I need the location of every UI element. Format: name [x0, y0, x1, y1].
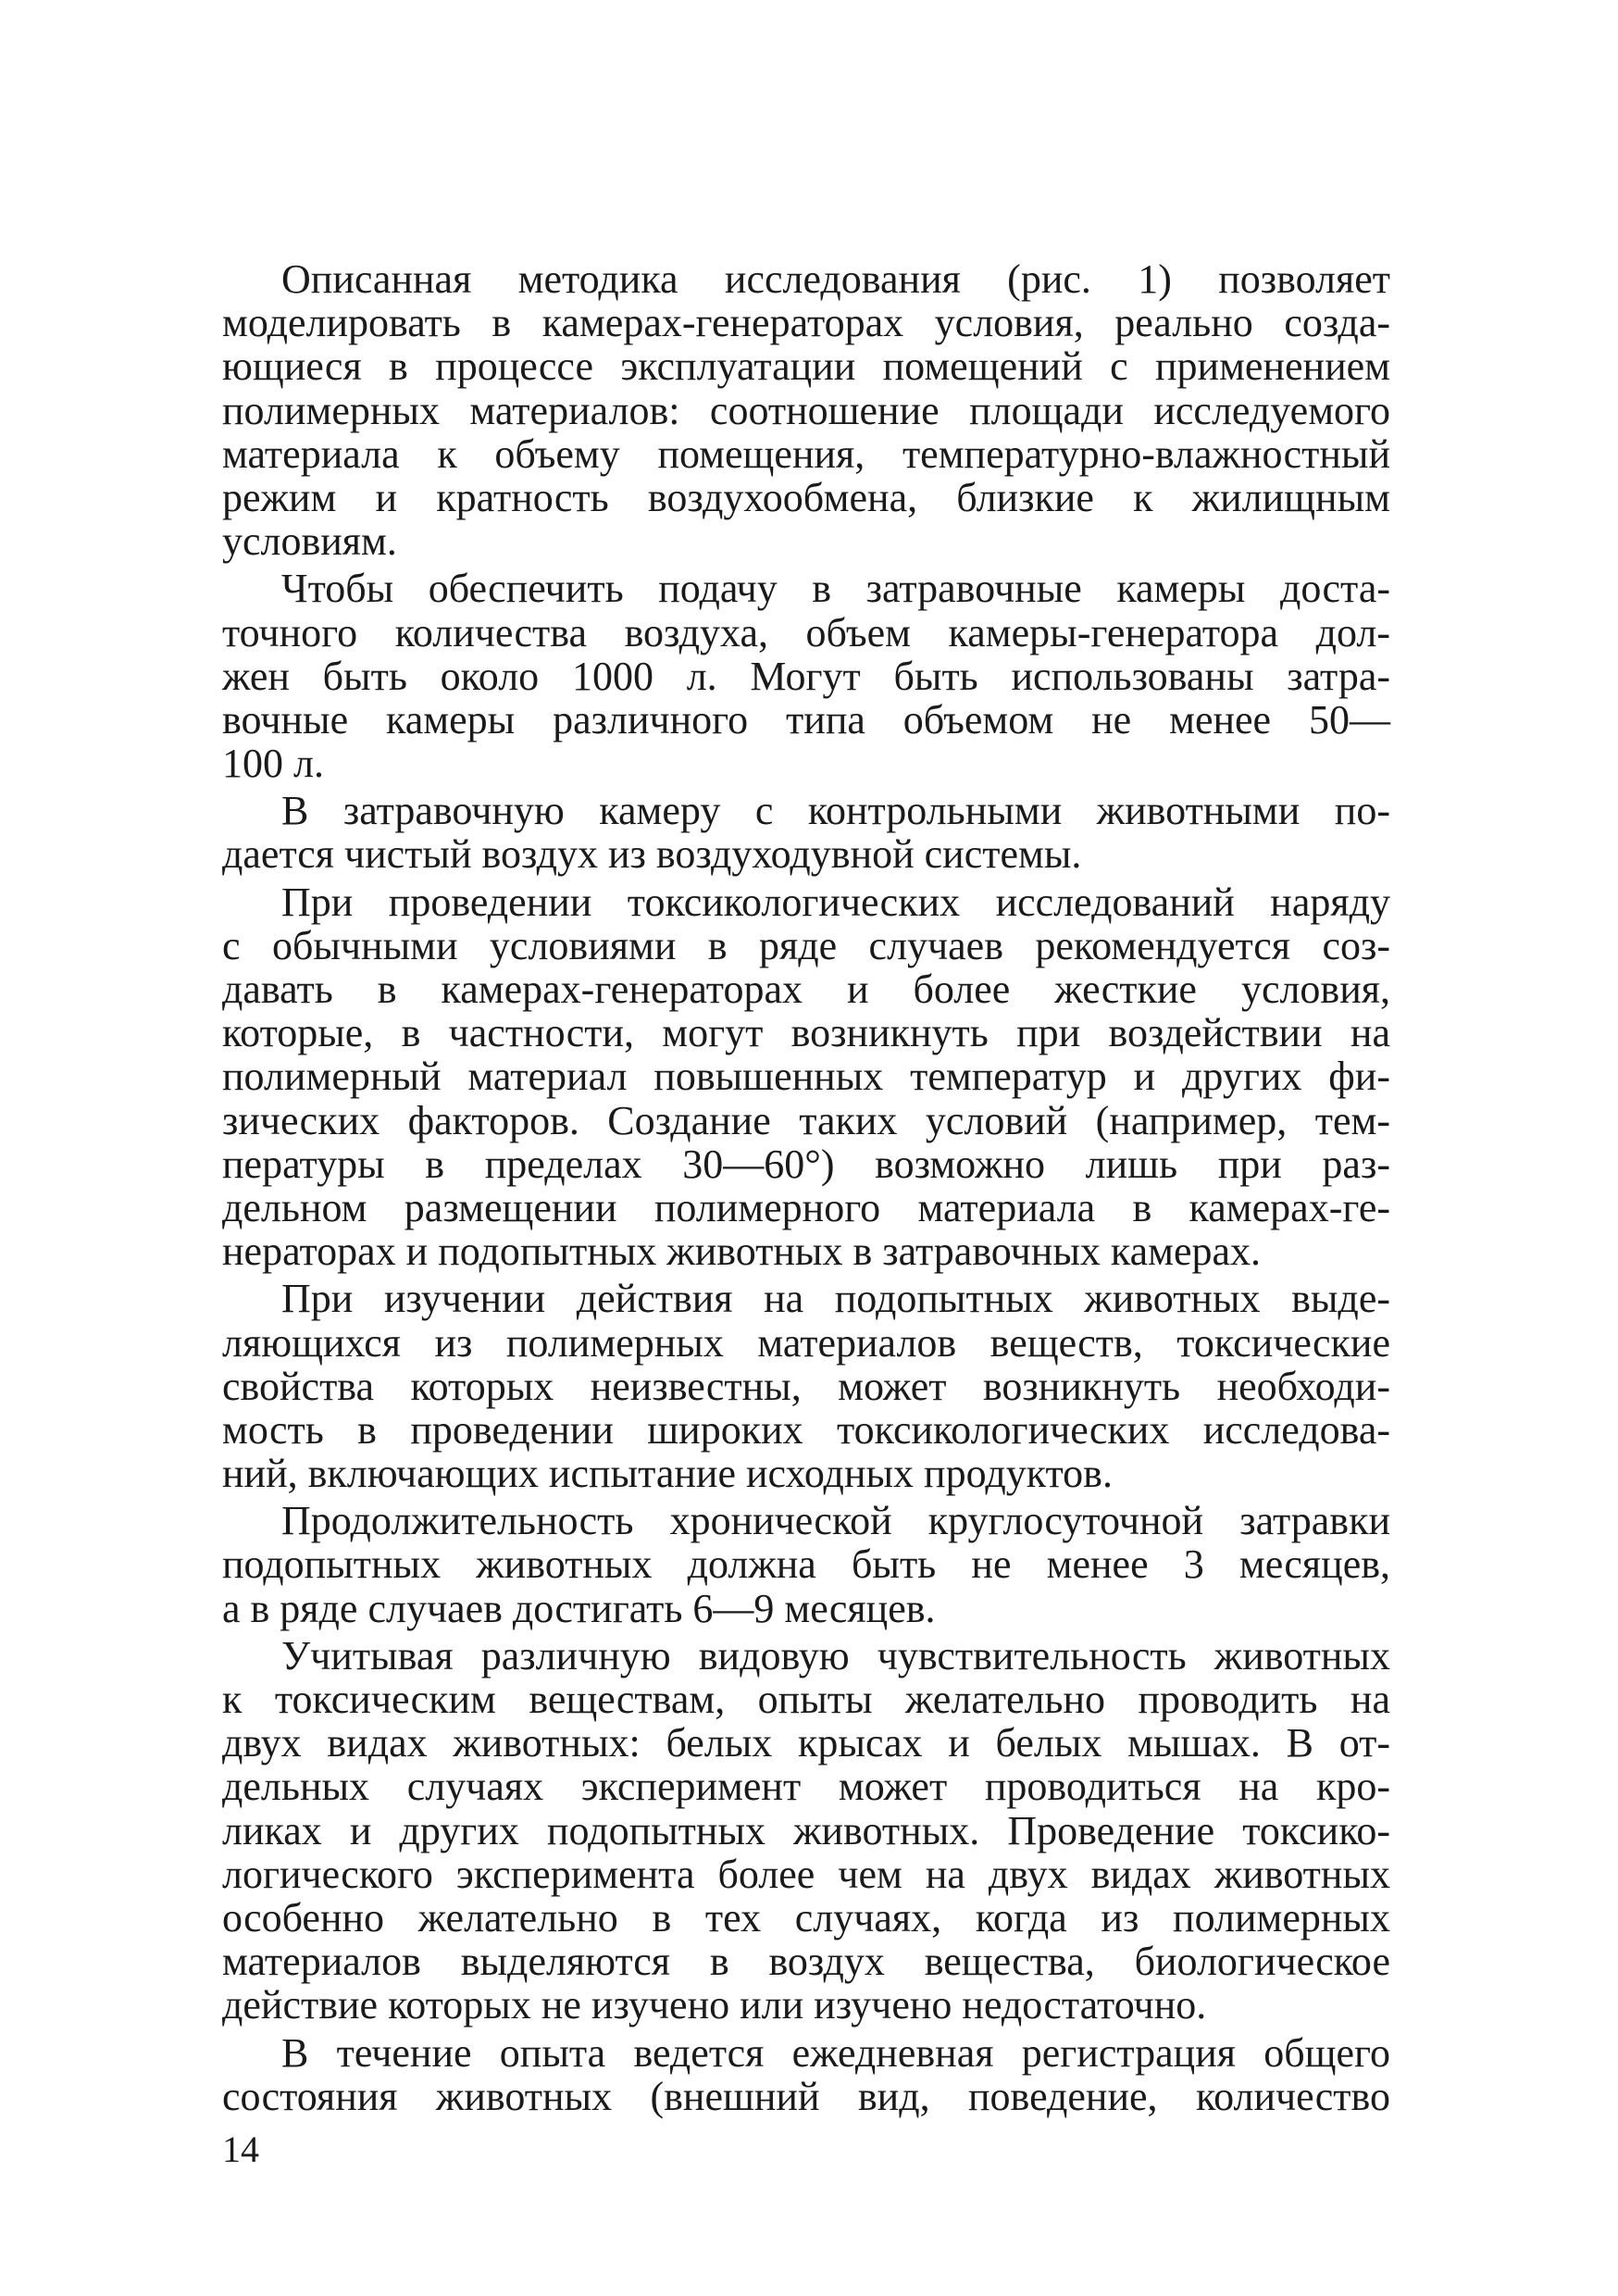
- text-line: полимерных материалов: соотношение площади исследуемого: [222, 387, 1390, 433]
- text-line: материалов выделяются в воздух вещества, биологическое: [222, 1939, 1390, 1985]
- text-line: логического эксперимента более чем на двух видах животных: [222, 1851, 1390, 1897]
- text-line: мость в проведении широких токсикологических исследова-: [222, 1406, 1390, 1453]
- text-line: полимерный материал повышенных температур и других фи-: [222, 1054, 1390, 1100]
- text-line: моделировать в камерах-генераторах условия, реально созда-: [222, 300, 1390, 346]
- text-line: режим и кратность воздухообмена, близкие к жилищным: [222, 474, 1390, 520]
- text-line: давать в камерах-генераторах и более жесткие условия,: [222, 967, 1390, 1012]
- paragraph: [222, 2031, 1390, 2118]
- text-line: пературы в пределах 30—60°) возможно лишь при раз-: [222, 1141, 1390, 1187]
- text-line: В течение опыта ведется ежедневная регистрация общего: [281, 2029, 1390, 2076]
- text-line: ющиеся в процессе эксплуатации помещений с применением: [222, 343, 1390, 390]
- paragraph: [222, 257, 1390, 563]
- body-text: [222, 257, 1390, 2122]
- text-line: условиям.: [222, 518, 397, 565]
- paragraph: [222, 567, 1390, 785]
- text-line: ний, включающих испытание исходных продуктов.: [222, 1451, 1113, 1497]
- text-line: состояния животных (внешний вид, поведение, количество: [222, 2073, 1390, 2119]
- text-line: 100 л.: [222, 741, 324, 787]
- text-line: При изучении действия на подопытных животных выде-: [281, 1276, 1390, 1322]
- text-line: с обычными условиями в ряде случаев рекомендуется соз-: [222, 922, 1390, 968]
- text-line: Продолжительность хронической круглосуточной затравки: [281, 1498, 1390, 1544]
- text-line: При проведении токсикологических исследований наряду: [281, 879, 1390, 925]
- text-line: действие которых не изучено или изучено недостаточно.: [222, 1982, 1207, 2028]
- page-number: 14: [222, 2128, 259, 2170]
- text-line: нераторах и подопытных животных в затравочных камерах.: [222, 1229, 1262, 1275]
- text-line: свойства которых неизвестны, может возникнуть необходи-: [222, 1363, 1390, 1409]
- paragraph: [222, 880, 1390, 1274]
- paragraph: [222, 1277, 1390, 1495]
- text-line: подопытных животных должна быть не менее 3 месяцев,: [222, 1541, 1390, 1588]
- text-line: Описанная методика исследования (рис. 1) позволяет: [281, 256, 1390, 302]
- text-line: дается чистый воздух из воздуходувной системы.: [222, 831, 1082, 878]
- paragraph: [222, 789, 1390, 876]
- text-line: которые, в частности, могут возникнуть при воздействии на: [222, 1010, 1390, 1056]
- text-line: материала к объему помещения, температурно-влажностный: [222, 430, 1390, 477]
- text-line: к токсическим веществам, опыты желательно проводить на: [222, 1677, 1390, 1722]
- text-line: жен быть около 1000 л. Могут быть использованы затра-: [222, 653, 1390, 699]
- text-line: точного количества воздуха, объем камеры-генератора дол-: [222, 609, 1390, 655]
- paragraph: [222, 1634, 1390, 2028]
- text-line: вочные камеры различного типа объемом не менее 50—: [222, 696, 1390, 742]
- text-line: двух видах животных: белых крысах и белых мышах. В от-: [222, 1720, 1390, 1766]
- text-line: ликах и других подопытных животных. Проведение токсико-: [222, 1807, 1390, 1853]
- text-line: дельных случаях эксперимент может проводиться на кро-: [222, 1764, 1390, 1810]
- text-line: а в ряде случаев достигать 6—9 месяцев.: [222, 1585, 936, 1631]
- text-line: Чтобы обеспечить подачу в затравочные камеры доста-: [281, 566, 1390, 612]
- text-line: дельном размещении полимерного материала в камерах-ге-: [222, 1184, 1390, 1230]
- paragraph: [222, 1499, 1390, 1630]
- text-line: особенно желательно в тех случаях, когда из полимерных: [222, 1894, 1390, 1940]
- text-line: ляющихся из полимерных материалов веществ, токсические: [222, 1319, 1390, 1366]
- text-line: В затравочную камеру с контрольными животными по-: [281, 788, 1390, 834]
- text-line: Учитывая различную видовую чувствительность животных: [281, 1632, 1390, 1678]
- text-line: зических факторов. Создание таких условий (например, тем-: [222, 1097, 1390, 1143]
